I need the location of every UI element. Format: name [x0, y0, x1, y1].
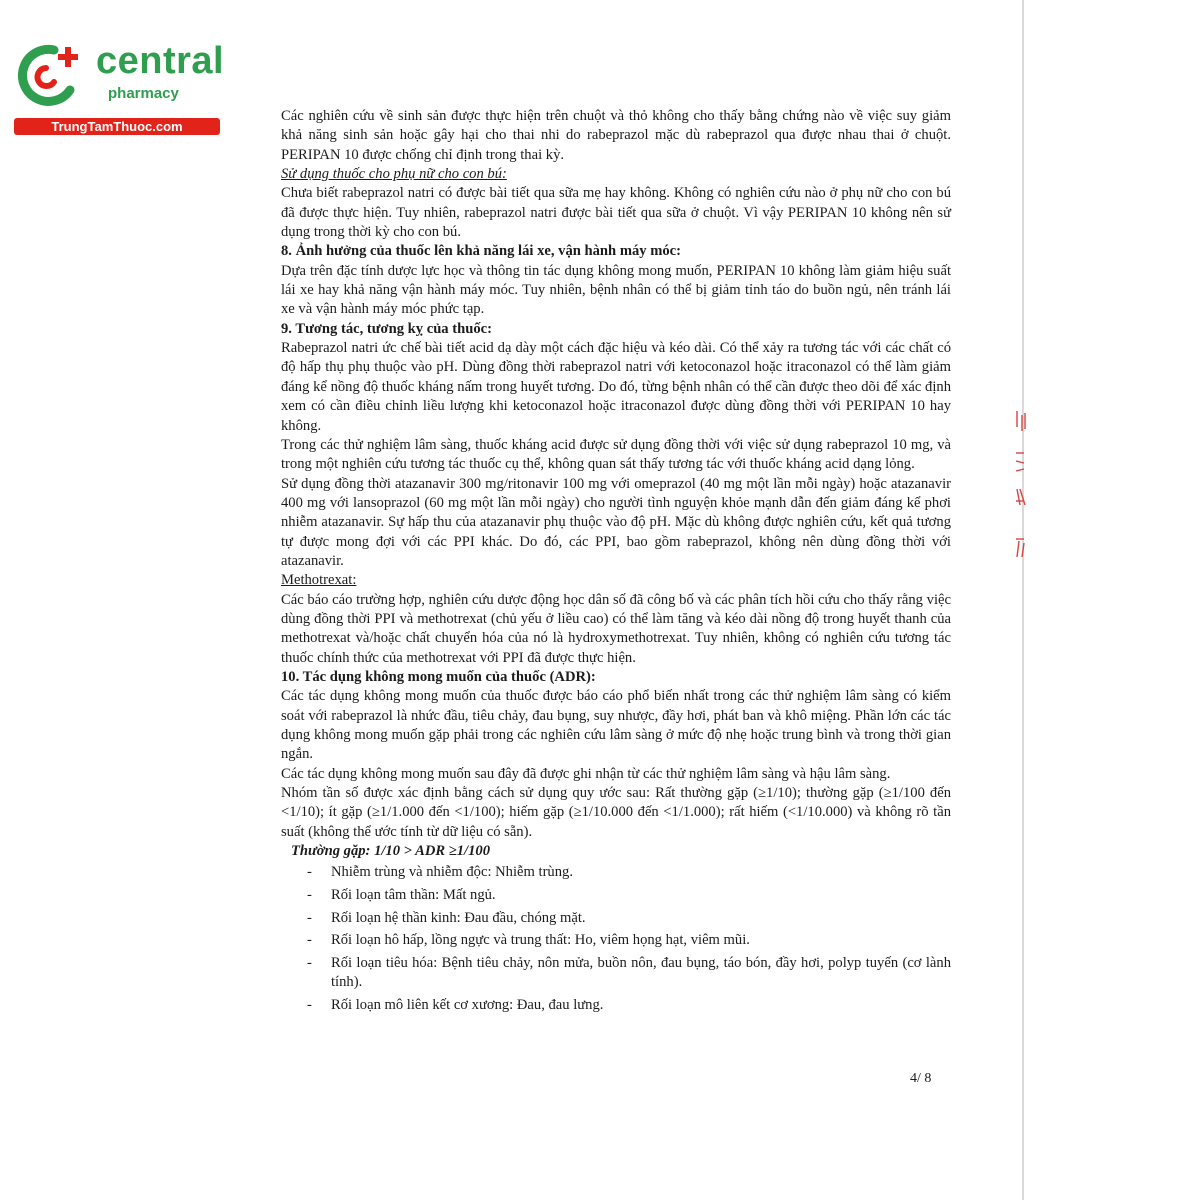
logo-name: central [96, 40, 225, 82]
stamp-fragment-icon [1010, 405, 1030, 565]
section-8-heading: 8. Ảnh hưởng của thuốc lên khả năng lái xe, vận hành máy móc: [281, 243, 682, 260]
paragraph-driving: Dựa trên đặc tính dược lực học và thông tin tác dụng không mong muốn, PERIPAN 10 không làm giảm hiệu suất lái xe hay khả năng vận hành máy móc. Tuy nhiên, bệnh nhân có thể bị giảm tỉnh táo do buồn ngủ, nên tránh lái xe và vận hành máy móc phức tạp. [281, 262, 951, 318]
list-item: - Rối loạn mô liên kết cơ xương: Đau, đau lưng. [281, 996, 951, 1015]
paragraph-reproduction: Các nghiên cứu về sinh sản được thực hiện trên chuột và thỏ không cho thấy bằng chứng nào về việc suy giảm khả năng sinh sản hoặc gây hại cho thai nhi do rabeprazol mặc dù rabeprazol qua được nhau thai ở chuột. PERIPAN 10 được chống chỉ định trong thai kỳ. [281, 108, 951, 163]
common-frequency-heading: Thường gặp: 1/10 > ADR ≥1/100 [291, 843, 490, 860]
page-number: 4/ 8 [910, 1071, 932, 1086]
list-item: - Nhiễm trùng và nhiễm độc: Nhiễm trùng. [281, 863, 951, 882]
paragraph-interactions: Rabeprazol natri ức chế bài tiết acid dạ dày một cách đặc hiệu và kéo dài. Có thể xảy ra tương tác với các chất có độ hấp thụ phụ thuộc vào pH. Dùng đồng thời rabeprazol natri với ketoconazol hoặc itraconazol có thể làm giảm đáng kể nồng độ thuốc kháng nấm trong huyết tương. Do đó, từng bệnh nhân có thể cần được theo dõi để xác định xem có cần điều chỉnh liều lượng khi ketoconazol hoặc itraconazol được dùng đồng thời với PERIPAN 10 hay không. [281, 340, 951, 434]
logo-subtitle: pharmacy [108, 85, 179, 102]
breastfeeding-heading: Sử dụng thuốc cho phụ nữ cho con bú: [281, 166, 507, 183]
paragraph-methotrexat: Các báo cáo trường hợp, nghiên cứu dược động học dân số đã công bố và các phân tích hồi cứu cho thấy rằng việc dùng đồng thời PPI và methotrexat (chủ yếu ở liều cao) có thể làm tăng và kéo dài nồng độ trong huyết thanh của methotrexat và/hoặc chất chuyển hóa của nó là hydroxymethotrexat. Tuy nhiên, không có nghiên cứu tương tác thuốc chính thức của methotrexat với PPI đã được thực hiện. [281, 591, 951, 666]
paragraph-breastfeeding: Chưa biết rabeprazol natri có được bài tiết qua sữa mẹ hay không. Không có nghiên cứu nào ở phụ nữ cho con bú đã được thực hiện. Tuy nhiên, rabeprazol natri được bài tiết qua sữa ở chuột. Vì vậy PERIPAN 10 không nên sử dụng trong thời kỳ cho con bú. [281, 185, 951, 241]
central-pharmacy-logo-icon [10, 38, 90, 108]
logo[interactable] [10, 38, 225, 138]
methotrexat-heading: Methotrexat: [281, 572, 357, 589]
list-item: - Rối loạn hô hấp, lồng ngực và trung thất: Ho, viêm họng hạt, viêm mũi. [281, 931, 951, 950]
list-item: - Rối loạn hệ thần kinh: Đau đầu, chóng mặt. [281, 909, 951, 928]
paragraph-adr-common: Các tác dụng không mong muốn của thuốc được báo cáo phổ biến nhất trong các thử nghiệm lâm sàng có kiểm soát với rabeprazol là nhức đầu, tiêu chảy, đau bụng, suy nhược, đầy hơi, phát ban và khô miệng. Phần lớn các tác dụng không mong muốn gặp phải trong các nghiên cứu lâm sàng ở mức độ nhẹ hoặc trung bình và trong thời gian ngắn. [281, 688, 951, 763]
paragraph-atazanavir: Sử dụng đồng thời atazanavir 300 mg/ritonavir 100 mg với omeprazol (40 mg một lần mỗi ngày) hoặc atazanavir 400 mg với lansoprazol (60 mg một lần mỗi ngày) cho người tình nguyện khỏe mạnh dẫn đến giảm đáng kể phơi nhiễm atazanavir. Sự hấp thu của atazanavir phụ thuộc vào độ pH. Mặc dù không được nghiên cứu, kết quả tương tự được mong đợi với các PPI khác. Do đó, các PPI, bao gồm rabeprazol, không nên dùng đồng thời với atazanavir. [281, 475, 951, 569]
paragraph-antacids: Trong các thử nghiệm lâm sàng, thuốc kháng acid được sử dụng đồng thời với việc sử dụng rabeprazol 10 mg, và trong một nghiên cứu tương tác thuốc cụ thể, không quan sát thấy tương tác với thuốc kháng acid dạng lỏng. [281, 436, 951, 473]
adr-list [281, 863, 951, 1015]
document-body [281, 107, 951, 1019]
list-item: - Rối loạn tâm thần: Mất ngủ. [281, 886, 951, 905]
section-10-heading: 10. Tác dụng không mong muốn của thuốc (ADR): [281, 668, 596, 685]
paragraph-adr-recorded: Các tác dụng không mong muốn sau đây đã được ghi nhận từ các thử nghiệm lâm sàng và hậu lâm sàng. [281, 765, 891, 782]
page-edge [1022, 0, 1024, 1200]
paragraph-frequency: Nhóm tần số được xác định bằng cách sử dụng quy ước sau: Rất thường gặp (≥1/10); thường gặp (≥1/100 đến <1/10); ít gặp (≥1/1.000 đến <1/100); hiếm gặp (≥1/10.000 đến <1/1.000); rất hiếm (<1/10.000) và không rõ tần suất (không thể ước tính từ dữ liệu có sẵn). [281, 785, 951, 840]
logo-url-banner[interactable]: TrungTamThuoc.com [14, 118, 220, 135]
list-item: - Rối loạn tiêu hóa: Bệnh tiêu chảy, nôn mửa, buồn nôn, đau bụng, táo bón, đầy hơi, polyp tuyến (cơ lành tính). [281, 954, 951, 993]
section-9-heading: 9. Tương tác, tương kỵ của thuốc: [281, 320, 492, 337]
